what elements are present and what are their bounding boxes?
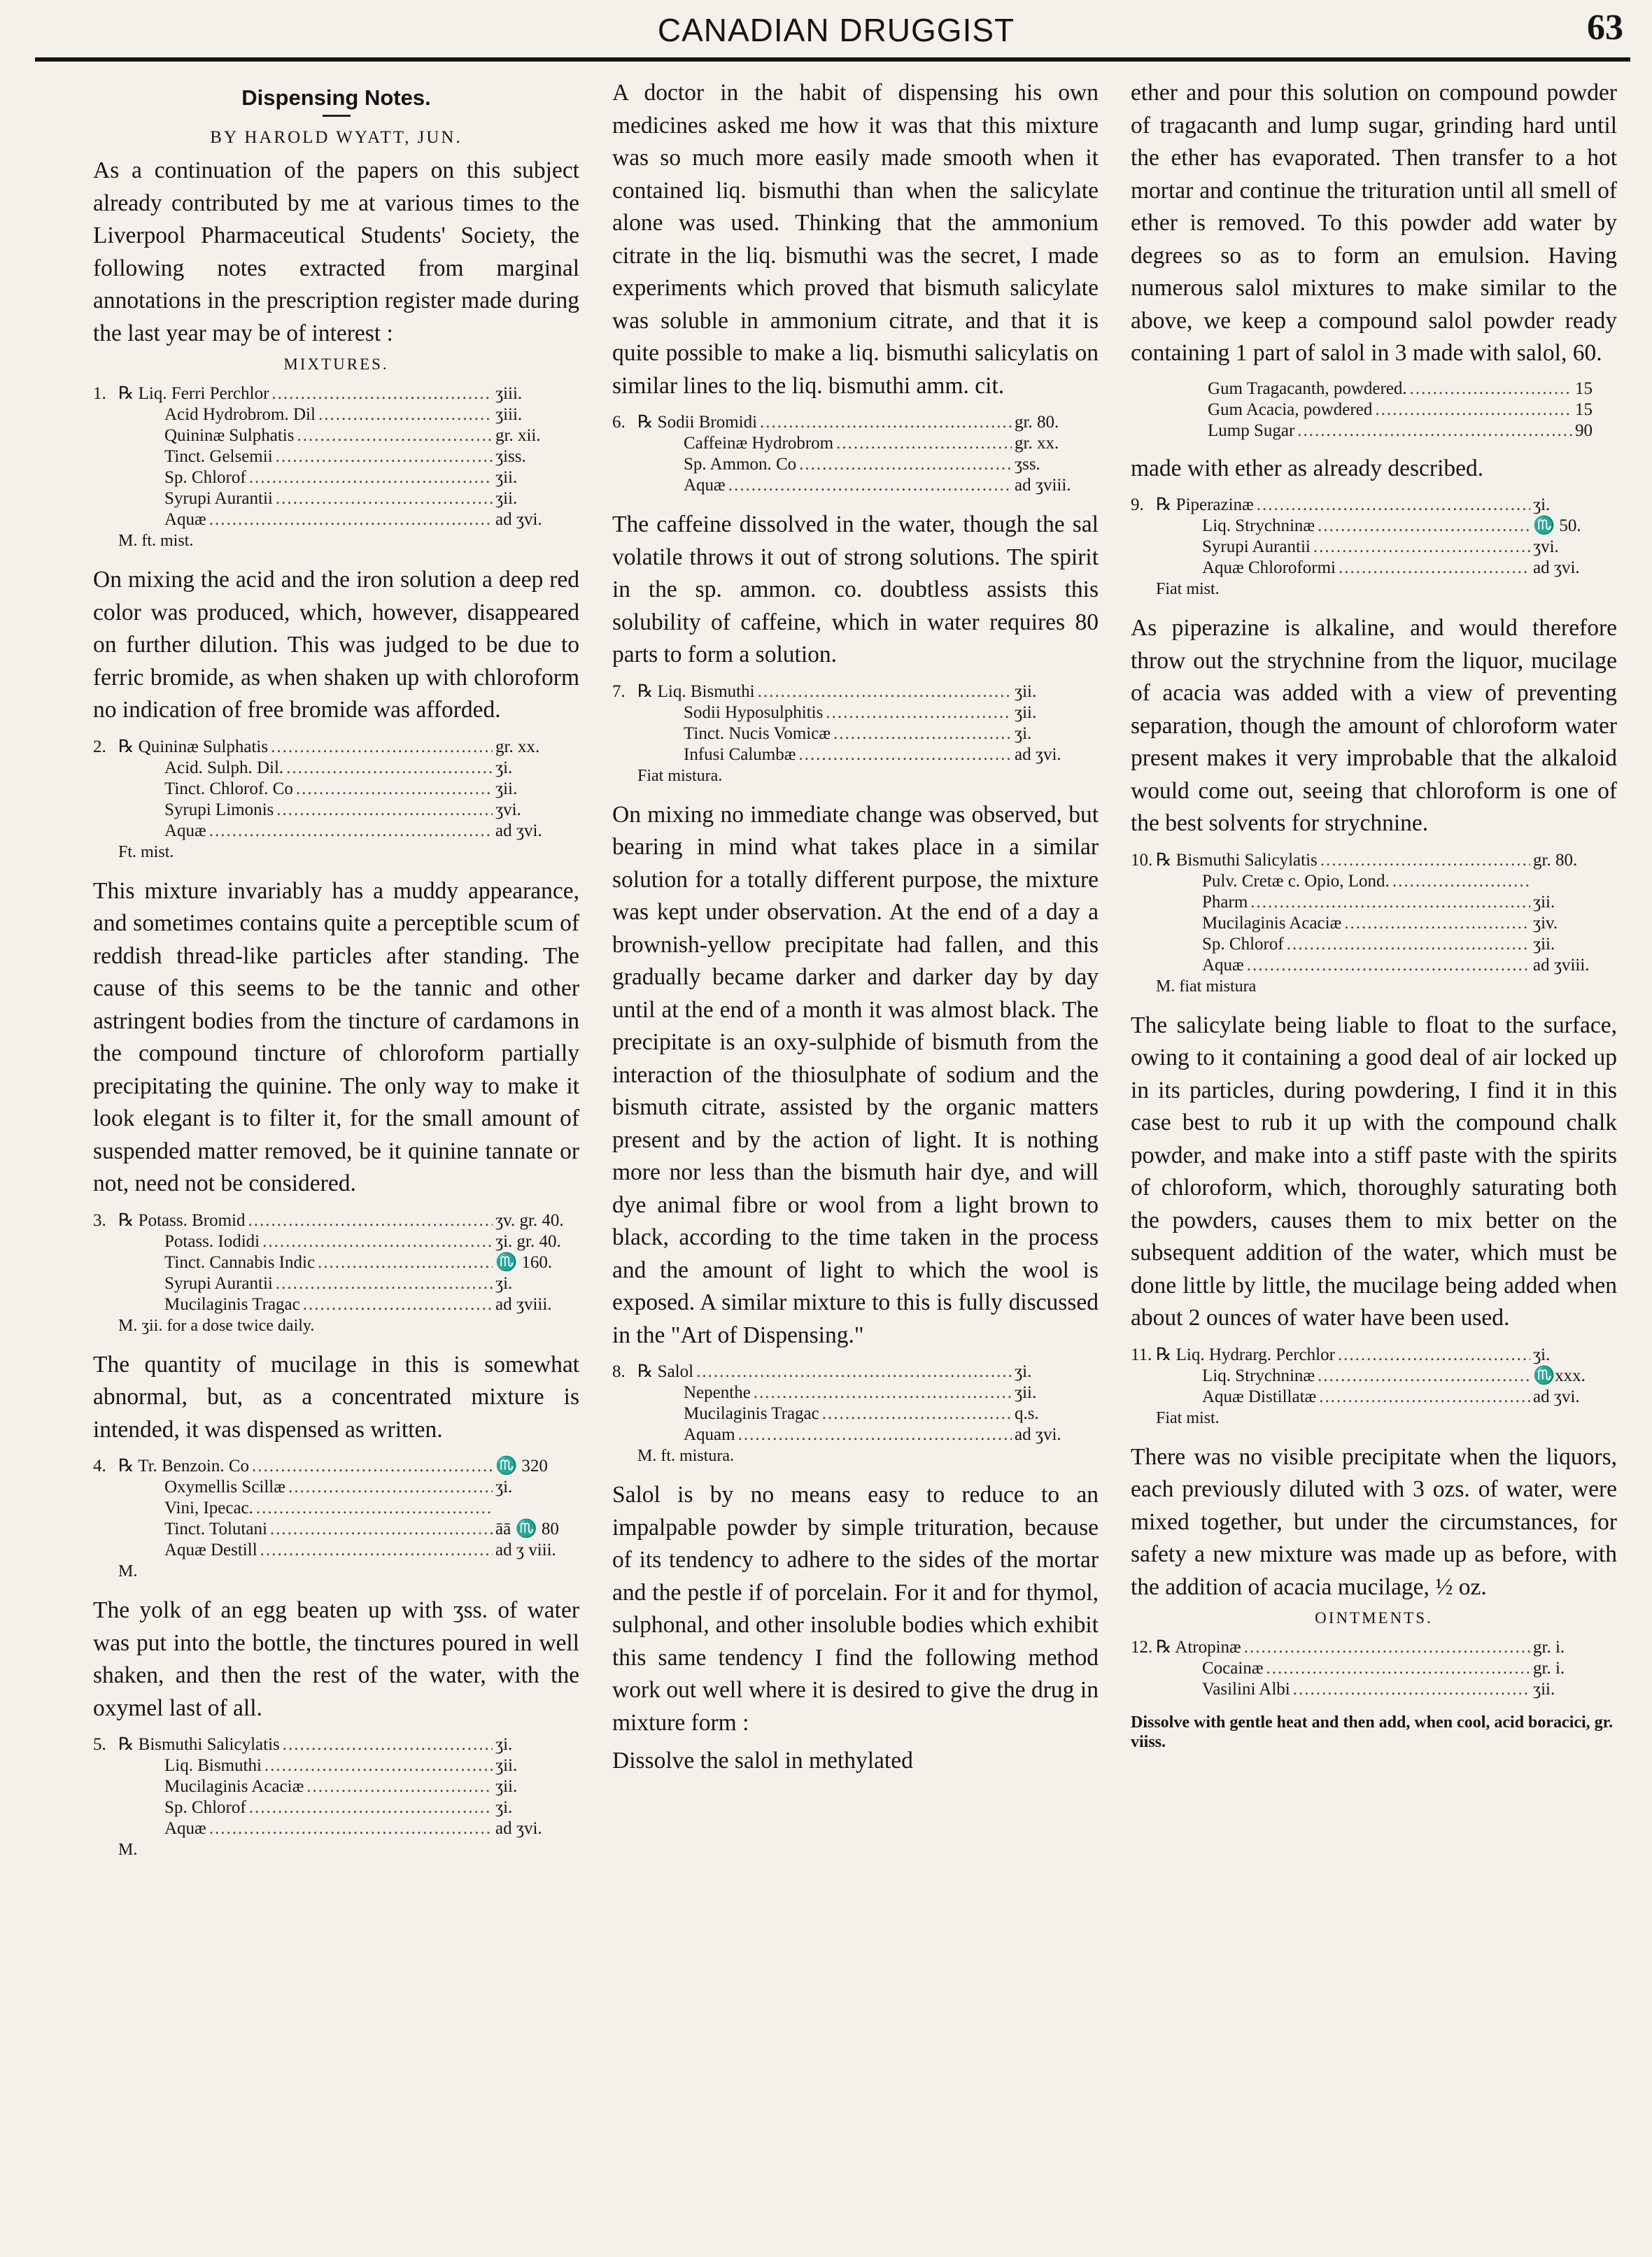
ingredient: Mucilaginis Tragac [164,1294,300,1314]
quantity: ʒii. [1015,1383,1037,1402]
prescription-line [93,1273,579,1294]
section-heading-ointments: OINTMENTS. [1315,1609,1433,1627]
page-number: 63 [1587,8,1623,48]
quantity: ʒi. [1015,723,1032,743]
intro-paragraph: As a continuation of the papers on this subject already contributed by me at various times to the Liverpool Pharmaceutical Students' Society, the following notes extracted from marginal annotations in the prescription register made during the last year may be of interest : [93,157,579,346]
paragraph: On mixing no immediate change was observed, but bearing in mind what takes place in a similar solution for a totally different purpose, the mixture was kept under observation. At the end of a day a brownish-yellow precipitate had fallen, and this gradually became darker and darker day by day until at the end of a month it was almost black. The precipitate is an oxy-sulphide of bismuth from the interaction of the thiosulphate of sodium and the bismuth citrate, assisted by the organic matters present and by the action of light. It is nothing more nor less than the bismuth hair dye, and will dye animal fibre or wool from a light brown to black, according to the time taken in the process and the amount of light to which the wool is exposed. A similar mixture to this is fully discussed in the "Art of Dispensing." [612,801,1099,1348]
prescription-line [93,1231,579,1252]
ingredient: Liq. Bismuthi [164,1756,262,1775]
prescription-line [93,1818,579,1839]
paragraph: made with ether as already described. [1131,455,1484,481]
ingredient: Potass. Iodidi [164,1231,260,1251]
prescription-line [93,1776,579,1797]
prescription-line [93,1456,579,1477]
quantity: gr. xii. [495,426,541,445]
prescription-line [1131,1637,1617,1658]
prescription-number: 6. [612,413,626,432]
quantity: ʒii. [495,489,518,508]
prescription-8 [612,1361,1099,1466]
quantity: 90 [1575,420,1593,440]
prescription-line [612,1382,1099,1403]
ingredient: Aquæ [164,821,206,840]
formula-line [1208,420,1617,441]
prescription-line [93,1734,579,1755]
prescription-line [93,467,579,488]
paragraph: On mixing the acid and the iron solution a deep red color was produced, which, however, disappeared on further dilution. This was judged to be due to ferric bromide, as when shaken up with chloroform no indication of free bromide was afforded. [93,567,579,723]
prescription-line [1131,892,1617,913]
ingredient: ℞ Salol [637,1362,694,1381]
ingredient: ℞ Tr. Benzoin. Co [118,1457,250,1476]
ingredient: Lump Sugar [1208,420,1295,440]
ingredient: Sp. Chlorof [164,468,246,487]
prescription-line [1131,934,1617,955]
prescription-line [1131,1387,1617,1408]
prescription-11 [1131,1345,1617,1429]
quantity: ʒii. [495,1756,518,1775]
quantity: ʒi. [495,1478,513,1497]
article-byline: BY HAROLD WYATT, JUN. [210,128,463,147]
leader-dots [249,1797,493,1818]
ingredient: Mucilaginis Tragac [684,1404,819,1423]
header-rule [35,57,1630,62]
prescription-line [1131,955,1617,976]
leader-dots [760,412,1012,433]
quantity: āā ♏ 80 [495,1520,559,1538]
prescription-line [612,454,1099,475]
ingredient: Sp. Chlorof [164,1798,246,1817]
leader-dots [303,1294,493,1315]
leader-dots [252,1456,493,1477]
ingredient: Syrupi Aurantii [164,489,273,508]
prescription-direction: Fiat mist. [1156,1408,1220,1427]
paragraph: The caffeine dissolved in the water, though the sal volatile throws it out of strong solutions. The spirit in the sp. ammon. co. doubtless assists this solubility of caffeine, which in water requires 80 parts to form a solution. [612,511,1099,667]
leader-dots [1257,495,1530,516]
leader-dots [1318,1366,1530,1387]
leader-dots [209,821,493,842]
prescription-line [1131,516,1617,537]
ingredient: Sodii Hyposulphitis [684,702,824,722]
paragraph: The quantity of mucilage in this is somewhat abnormal, but, as a concentrated mixture is intended, it was dispensed as written. [93,1351,579,1443]
prescription-number: 10. [1131,850,1153,870]
ingredient: Vasilini Albi [1202,1680,1290,1699]
quantity: ♏ 160. [495,1252,553,1272]
prescription-line [93,1477,579,1498]
ingredient: ℞ Liq. Ferri Perchlor [118,384,269,403]
ingredient: ℞ Potass. Bromid [118,1210,246,1230]
leader-dots [1293,1679,1530,1700]
leader-dots [738,1424,1012,1445]
leader-dots [696,1361,1012,1382]
leader-dots [1410,378,1572,399]
prescription-line [93,1755,579,1776]
leader-dots [256,1498,493,1519]
column-2 [612,77,1099,2232]
leader-dots [758,681,1012,702]
ingredient: ℞ Atropinæ [1156,1638,1241,1657]
leader-dots [260,1540,493,1561]
prescription-direction: Ft. mist. [118,842,174,861]
prescription-line [1131,1679,1617,1700]
leader-dots [1338,1345,1530,1366]
prescription-line [1131,495,1617,516]
quantity: ʒss. [1015,455,1040,474]
leader-dots [1287,934,1530,955]
leader-dots [836,433,1012,454]
ingredient: Sp. Chlorof [1202,934,1284,954]
paragraph: As piperazine is alkaline, and would therefore throw out the strychnine from the liquor, mucilage of acacia was added with a view of preventing separation, though the amount of chloroform water present makes it very improbable that the alkaloid would come out, seeing that chloroform is one of the best solvents for strychnine. [1131,615,1617,836]
quantity: ʒv. gr. 40. [495,1210,564,1230]
leader-dots [248,1210,493,1231]
prescription-line [612,1361,1099,1382]
leader-dots [209,509,493,530]
ingredient: Acid Hydrobrom. Dil [164,405,316,424]
prescription-direction: M. ft. mistura. [637,1447,734,1465]
prescription-2 [93,737,579,863]
quantity: ʒii. [1533,892,1555,912]
prescription-line [1131,537,1617,558]
prescription-line [1131,913,1617,934]
ingredient: Liq. Strychninæ [1202,1366,1315,1385]
page-header [49,6,1623,55]
ingredient: Aquæ [164,510,206,529]
leader-dots [754,1382,1012,1403]
prescription-number: 11. [1131,1345,1152,1364]
ingredient: ℞ Bismuthi Salicylatis [1156,850,1318,870]
quantity: ʒi. [495,1273,513,1293]
prescription-line [93,821,579,842]
ingredient: Oxymellis Scillæ [164,1478,285,1497]
prescription-9 [1131,495,1617,600]
quantity: gr. i. [1533,1659,1565,1678]
leader-dots [799,454,1012,475]
quantity: gr. i. [1533,1638,1565,1657]
ingredient: Tinct. Gelsemii [164,447,273,466]
prescription-line [93,488,579,509]
ingredient: Aquæ Destill [164,1541,257,1559]
quantity: gr. 80. [1015,413,1059,432]
prescription-line [93,383,579,404]
ingredient: Nepenthe [684,1383,751,1402]
leader-dots [1318,516,1530,537]
quantity: ʒi. [495,1735,513,1754]
article-title: Dispensing Notes. [241,85,431,110]
ingredient: Syrupi Limonis [164,800,274,819]
ingredient: Aquæ [684,476,726,495]
journal-title: CANADIAN DRUGGIST [657,12,1015,48]
leader-dots [271,383,493,404]
ingredient: Gum Tragacanth, powdered. [1208,378,1407,398]
ingredient: Aquam [684,1425,735,1444]
quantity: ad ʒvi. [1533,1387,1580,1406]
quantity: ad ʒvi. [495,510,542,529]
prescription-line [93,800,579,821]
ingredient: Acid. Sulph. Dil. [164,758,284,777]
ingredient: Aquæ Chloroformi [1202,558,1336,577]
quantity: ʒvi. [495,800,521,819]
leader-dots [264,1755,493,1776]
leader-dots [728,475,1012,496]
prescription-line [93,737,579,758]
ingredient: Gum Acacia, powdered [1208,399,1373,419]
quantity: ʒiv. [1533,913,1558,933]
quantity: ʒi. [495,758,513,777]
quantity: ʒvi. [1533,537,1559,556]
quantity: ad ʒviii. [1533,955,1590,975]
prescription-number: 5. [93,1735,106,1754]
quantity: ad ʒvi. [1533,558,1580,577]
paragraph: A doctor in the habit of dispensing his own medicines asked me how it was that this mixture was so much more easily made smooth when it contained liq. bismuthi than when the salicylate alone was used. Thinking that the ammonium citrate in the liq. bismuthi was the secret, I made experiments which proved that bismuth salicylate was soluble in ammonium citrate, and that it is quite possible to make a liq. bismuthi salicylatis on similar lines to the liq. bismuthi amm. cit. [612,80,1099,399]
leader-dots [318,1252,493,1273]
leader-dots [276,800,493,821]
leader-dots [1247,955,1530,976]
leader-dots [1244,1637,1530,1658]
ointment-note: Dissolve with gentle heat and then add, when cool, acid boracici, gr. viiss. [1131,1713,1614,1751]
formula-line [1208,399,1617,420]
leader-dots [270,1519,493,1540]
prescription-line [93,779,579,800]
prescription-line [612,1403,1099,1424]
prescription-7 [612,681,1099,786]
paragraph: This mixture invariably has a muddy appearance, and sometimes contains quite a perceptible scum of reddish thread-like particles after standing. The cause of this seems to be the tannic and other astringent bodies from the tincture of cardamons in the compound tincture of chloroform partially precipitating the quinine. The only way to make it look elegant is to filter it, for the small amount of suspended matter removed, be it quinine tannate or not, need not be considered. [93,877,579,1196]
prescription-direction: Fiat mist. [1156,580,1220,598]
quantity: ʒi. [1533,1345,1551,1364]
prescription-direction: M. ft. mist. [118,532,194,550]
prescription-line [612,681,1099,702]
ingredient: ℞ Liq. Bismuthi [637,681,755,701]
quantity: ad ʒviii. [1015,476,1071,495]
ingredient: Caffeinæ Hydrobrom [684,434,834,453]
prescription-line [612,412,1099,433]
quantity: ad ʒvi. [495,1819,542,1838]
ingredient: Aquæ [164,1819,206,1838]
prescription-line [612,723,1099,744]
prescription-line [93,1519,579,1540]
leader-dots [249,467,493,488]
leader-dots [1339,558,1530,579]
prescription-line [93,425,579,446]
prescription-line [1131,871,1617,892]
prescription-line [93,1540,579,1561]
ingredient: ℞ Piperazinæ [1156,495,1254,514]
leader-dots [1313,537,1530,558]
column-1 [93,77,579,2232]
prescription-12 [1131,1637,1617,1700]
quantity: ʒii. [1015,702,1037,722]
ingredient: Tinct. Nucis Vomicæ [684,723,831,743]
quantity: ʒi. gr. 40. [495,1231,561,1251]
quantity: ♏xxx. [1533,1366,1586,1385]
leader-dots [1375,399,1572,420]
leader-dots [288,1477,493,1498]
ingredient: Pulv. Cretæ c. Opio, Lond. [1202,871,1390,891]
leader-dots [1392,871,1530,892]
section-heading-mixtures: MIXTURES. [283,355,389,373]
leader-dots [1319,1387,1530,1408]
prescription-1 [93,383,579,551]
quantity: q.s. [1015,1404,1039,1423]
prescription-line [612,433,1099,454]
quantity: ʒii. [1533,934,1555,954]
prescription-line [93,404,579,425]
title-dash [323,115,351,117]
ingredient: Syrupi Aurantii [1202,537,1311,556]
quantity: ʒiss. [495,447,526,466]
quantity: gr. xx. [1015,434,1059,453]
leader-dots [209,1818,493,1839]
formula-line [1208,378,1617,399]
leader-dots [296,779,493,800]
prescription-line [1131,558,1617,579]
ingredient: Aquæ [1202,955,1244,975]
prescription-number: 1. [93,384,106,403]
prescription-line [93,1498,579,1519]
ingredient: Infusi Calumbæ [684,744,796,764]
prescription-direction: M. [118,1562,138,1580]
prescription-number: 8. [612,1362,626,1381]
leader-dots [276,1273,493,1294]
ingredient: Aquæ Distillatæ [1202,1387,1317,1406]
prescription-line [93,758,579,779]
prescription-line [93,1797,579,1818]
prescription-line [612,475,1099,496]
quantity: gr. xx. [495,737,540,756]
prescription-line [93,1252,579,1273]
ingredient: Liq. Strychninæ [1202,516,1315,535]
quantity: ♏ 320 [495,1457,548,1476]
quantity: ʒii. [495,1777,518,1796]
compound-powder-formula [1208,378,1617,441]
prescription-number: 12. [1131,1638,1153,1657]
ingredient: ℞ Liq. Hydrarg. Perchlor [1156,1345,1335,1364]
prescription-line [1131,850,1617,871]
prescription-line [1131,1345,1617,1366]
quantity: ʒi. [1533,495,1551,514]
ingredient: ℞ Sodii Bromidi [637,413,758,432]
leader-dots [1320,850,1530,871]
leader-dots [262,1231,493,1252]
prescription-line [93,446,579,467]
prescription-number: 3. [93,1210,106,1230]
ingredient: Mucilaginis Acaciæ [164,1777,304,1796]
leader-dots [1250,892,1530,913]
prescription-line [1131,1658,1617,1679]
ingredient: Pharm [1202,892,1248,912]
prescription-5 [93,1734,579,1860]
leader-dots [1297,420,1572,441]
paragraph: Dissolve the salol in methylated [612,1748,913,1774]
quantity: ʒi. [495,1798,513,1817]
paragraph: The salicylate being liable to float to the surface, owing to it containing a good deal of air locked up in its particles, during powdering, I find it in this case best to rub it up with the compound chalk powder, and make into a stiff paste with the spirits of chloroform, which, thoroughly saturating both the powders, causes them to mix better on the subsequent addition of the water, which must be done little by little, the mucilage being added when about 2 ounces of water have been used. [1131,1012,1617,1331]
ingredient: ℞ Quininæ Sulphatis [118,737,269,756]
quantity: ʒii. [495,468,518,487]
leader-dots [1266,1658,1531,1679]
quantity: ʒii. [1015,681,1037,701]
ingredient: Sp. Ammon. Co [684,455,797,474]
leader-dots [822,1403,1012,1424]
prescription-line [1131,1366,1617,1387]
column-3 [1131,77,1617,2232]
ingredient: Tinct. Tolutani [164,1520,267,1538]
prescription-line [93,1210,579,1231]
prescription-4 [93,1456,579,1582]
leader-dots [1344,913,1530,934]
prescription-line [612,1424,1099,1445]
leader-dots [826,702,1012,723]
quantity: 15 [1575,378,1593,398]
prescription-direction: Fiat mistura. [637,766,723,785]
paragraph: Salol is by no means easy to reduce to an impalpable powder by simple trituration, because of its tendency to adhere to the sides of the mortar and the pestle if of porcelain. For it and for thymol, sulphonal, and other insoluble bodies which exhibit this same tendency I find the following method work out well where it is desired to give the drug in mixture form : [612,1482,1099,1736]
leader-dots [306,1776,493,1797]
prescription-number: 7. [612,681,626,701]
leader-dots [271,737,493,758]
ingredient: Syrupi Aurantii [164,1273,273,1293]
prescription-number: 4. [93,1457,106,1476]
leader-dots [276,446,493,467]
prescription-number: 9. [1131,495,1144,514]
prescription-direction: M. fiat mistura [1156,977,1257,996]
leader-dots [297,425,493,446]
prescription-line [93,1294,579,1315]
quantity: ʒiii. [495,405,523,424]
ingredient: Vini, Ipecac. [164,1499,253,1517]
quantity: ad ʒvi. [495,821,542,840]
prescription-direction: M. [118,1841,138,1859]
quantity: ad ʒviii. [495,1294,552,1314]
prescription-line [612,744,1099,765]
prescription-10 [1131,850,1617,997]
quantity: 15 [1575,399,1593,419]
quantity: ʒii. [495,779,518,798]
ingredient: Tinct. Cannabis Indic [164,1252,316,1272]
prescription-direction: M. ʒii. for a dose twice daily. [118,1316,315,1335]
paragraph: ether and pour this solution on compound powder of tragacanth and lump sugar, grinding hard until the ether has evaporated. Then transfer to a hot mortar and continue the trituration until all smell of ether is removed. To this powder add water by degrees so as to form an emulsion. Having numerous salol mixtures to make similar to the above, we keep a compound salol powder ready containing 1 part of salol in 3 made with salol, 60. [1131,80,1617,366]
prescription-3 [93,1210,579,1336]
prescription-number: 2. [93,737,106,756]
paragraph: There was no visible precipitate when the liquors, each previously diluted with 3 ozs. of water, were mixed together, but under the circumstances, for safety a new mixture was made up as before, with the addition of acacia mucilage, ½ oz. [1131,1443,1617,1600]
leader-dots [286,758,493,779]
leader-dots [283,1734,493,1755]
quantity: ad ʒvi. [1015,744,1061,764]
leader-dots [833,723,1012,744]
leader-dots [318,404,493,425]
quantity: ʒii. [1533,1680,1555,1699]
leader-dots [798,744,1012,765]
prescription-6 [612,412,1099,496]
quantity: gr. 80. [1533,850,1578,870]
paragraph: The yolk of an egg beaten up with ʒss. of water was put into the bottle, the tinctures poured in well shaken, and then the rest of the water, with the oxymel last of all. [93,1597,579,1721]
ingredient: Cocainæ [1202,1659,1264,1678]
quantity: ʒiii. [495,384,523,403]
ingredient: ℞ Bismuthi Salicylatis [118,1735,280,1754]
ingredient: Tinct. Chlorof. Co [164,779,293,798]
quantity: ʒi. [1015,1362,1032,1381]
quantity: ad ʒ viii. [495,1541,556,1559]
prescription-line [612,702,1099,723]
quantity: ad ʒvi. [1015,1425,1061,1444]
quantity: ♏ 50. [1533,516,1581,535]
prescription-line [93,509,579,530]
ingredient: Quininæ Sulphatis [164,426,295,445]
ingredient: Mucilaginis Acaciæ [1202,913,1342,933]
leader-dots [276,488,493,509]
